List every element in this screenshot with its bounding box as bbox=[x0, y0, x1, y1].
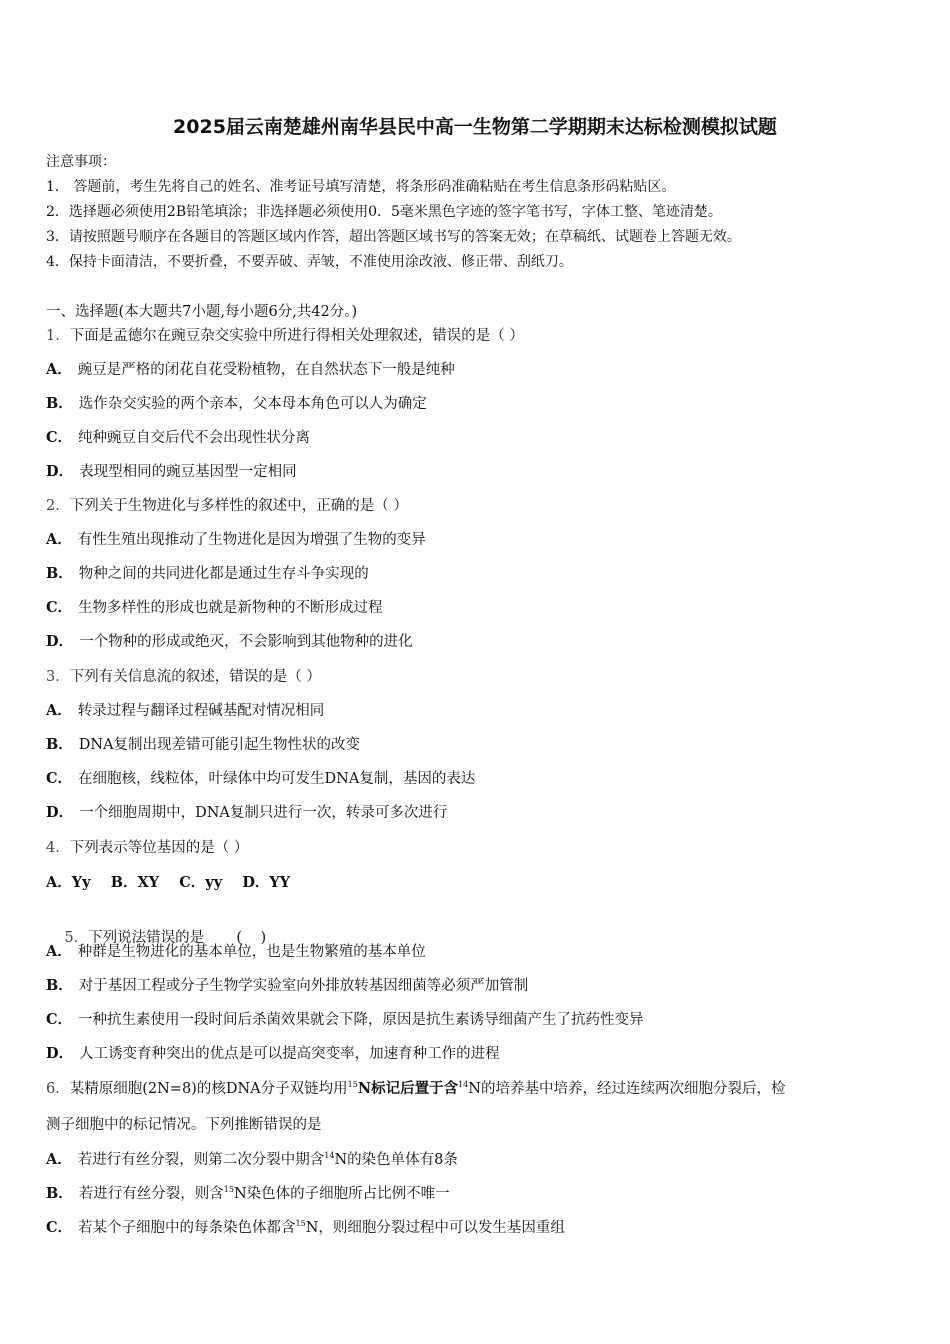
isotope-superscript: 15 bbox=[295, 1219, 306, 1229]
option-letter: B． bbox=[46, 1185, 73, 1202]
isotope-superscript: 14 bbox=[324, 1151, 335, 1161]
question-stem: 下列表示等位基因的是（ ） bbox=[69, 840, 249, 856]
option-text: 生物多样性的形成也就是新物种的不断形成过程 bbox=[78, 600, 383, 616]
question-stem: 下列说法错误的是 ( ) bbox=[88, 930, 267, 946]
q1-option-a bbox=[46, 360, 455, 380]
q5-option-b bbox=[46, 976, 528, 996]
option-text: 对于基因工程或分子生物学实验室向外排放转基因细菌等必须严加管制 bbox=[78, 978, 529, 994]
option-text: 若进行有丝分裂，则含 bbox=[78, 1186, 224, 1202]
q6-option-c bbox=[46, 1218, 565, 1238]
option-letter: C． bbox=[46, 599, 73, 616]
option-text: 有性生殖出现推动了生物进化是因为增强了生物的变异 bbox=[77, 532, 426, 548]
q3-option-a bbox=[46, 701, 324, 721]
q2-option-b bbox=[46, 564, 369, 584]
q2-option-a bbox=[46, 530, 426, 550]
option-letter: B． bbox=[46, 395, 73, 412]
q1-option-b bbox=[46, 394, 427, 414]
q3-option-c bbox=[46, 769, 475, 789]
isotope-superscript: 15 bbox=[347, 1080, 358, 1090]
option-letter: A． bbox=[46, 943, 72, 960]
option-letter: D． bbox=[46, 633, 74, 650]
option-letter: C． bbox=[46, 1011, 73, 1028]
option-text: 若进行有丝分裂，则第二次分裂中期含 bbox=[77, 1152, 325, 1168]
question-6-line2: 测子细胞中的标记情况。下列推断错误的是 bbox=[46, 1117, 322, 1133]
question-stem-part: N标记后置于含 bbox=[357, 1080, 459, 1097]
option-text: N染色体的子细胞所占比例不唯一 bbox=[233, 1186, 450, 1202]
option-text: 一种抗生素使用一段时间后杀菌效果就会下降，原因是抗生素诱导细菌产生了抗药性变异 bbox=[78, 1012, 644, 1028]
option-letter: B． bbox=[46, 565, 73, 582]
page-title: 2025届云南楚雄州南华县民中高一生物第二学期期末达标检测模拟试题 bbox=[173, 116, 777, 138]
option-text: DNA复制出现差错可能引起生物性状的改变 bbox=[78, 737, 361, 753]
question-stem: 下列有关信息流的叙述，错误的是（ ） bbox=[69, 669, 321, 685]
option-letter: B． bbox=[46, 977, 73, 994]
option-letter: A． bbox=[46, 361, 72, 378]
option-text: 在细胞核，线粒体，叶绿体中均可发生DNA复制，基因的表达 bbox=[78, 771, 476, 787]
question-stem: 下列关于生物进化与多样性的叙述中，正确的是（ ） bbox=[69, 498, 408, 514]
q5-option-d bbox=[46, 1044, 500, 1064]
notice-item-1: 1． 答题前，考生先将自己的姓名、准考证号填写清楚，将条形码准确粘贴在考生信息条形码粘贴区。 bbox=[46, 179, 676, 195]
section-heading: 一、选择题(本大题共7小题,每小题6分,共42分。) bbox=[46, 304, 358, 320]
option-text: 转录过程与翻译过程碱基配对情况相同 bbox=[77, 703, 325, 719]
isotope-superscript: 14 bbox=[458, 1080, 469, 1090]
question-3 bbox=[46, 667, 321, 687]
option-text: N的染色单体有8条 bbox=[334, 1152, 458, 1168]
question-4 bbox=[46, 838, 248, 858]
option-text: 一个细胞周期中，DNA复制只进行一次，转录可多次进行 bbox=[79, 805, 448, 821]
q3-option-b bbox=[46, 735, 360, 755]
q1-option-d bbox=[46, 462, 297, 482]
question-stem-part: 某精原细胞(2N=8)的核DNA分子双链均用 bbox=[69, 1081, 348, 1097]
option-letter: D． bbox=[46, 463, 74, 480]
option-text: 表现型相同的豌豆基因型一定相同 bbox=[79, 464, 297, 480]
q4-options: A．Yy B．XY C．yy D．YY bbox=[46, 874, 291, 891]
option-text: 人工诱变育种突出的优点是可以提高突变率，加速育种工作的进程 bbox=[79, 1046, 500, 1062]
question-number: 2． bbox=[46, 498, 70, 514]
isotope-superscript: 15 bbox=[223, 1185, 234, 1195]
question-6 bbox=[46, 1079, 785, 1099]
q2-option-c bbox=[46, 598, 383, 618]
notice-item-4: 4．保持卡面清洁，不要折叠，不要弄破、弄皱，不准使用涂改液、修正带、刮纸刀。 bbox=[46, 254, 573, 270]
notice-heading: 注意事项： bbox=[46, 154, 116, 170]
option-letter: D． bbox=[46, 1045, 74, 1062]
option-text: N，则细胞分裂过程中可以发生基因重组 bbox=[305, 1220, 565, 1236]
question-number: 6． bbox=[46, 1081, 70, 1097]
option-text: 物种之间的共同进化都是通过生存斗争实现的 bbox=[78, 566, 369, 582]
option-letter: A． bbox=[46, 531, 72, 548]
question-1 bbox=[46, 326, 524, 346]
question-number: 4． bbox=[46, 840, 70, 856]
option-text: 一个物种的形成或绝灭，不会影响到其他物种的进化 bbox=[79, 634, 413, 650]
option-letter: C． bbox=[46, 1219, 73, 1236]
q5-option-a bbox=[46, 942, 426, 962]
question-number: 3． bbox=[46, 669, 70, 685]
option-letter: C． bbox=[46, 429, 73, 446]
q6-option-a bbox=[46, 1150, 458, 1170]
notice-item-2: 2．选择题必须使用2B铅笔填涂；非选择题必须使用0．5毫米黑色字迹的签字笔书写，字体工整、笔迹清楚。 bbox=[46, 204, 722, 220]
question-stem: 下面是孟德尔在豌豆杂交实验中所进行得相关处理叙述，错误的是（ ） bbox=[69, 328, 524, 344]
option-text: 种群是生物进化的基本单位，也是生物繁殖的基本单位 bbox=[77, 944, 426, 960]
q3-option-d bbox=[46, 803, 447, 823]
option-text: 选作杂交实验的两个亲本，父本母本角色可以人为确定 bbox=[78, 396, 427, 412]
question-2 bbox=[46, 496, 408, 516]
option-letter: A． bbox=[46, 1151, 72, 1168]
option-text: 纯种豌豆自交后代不会出现性状分离 bbox=[78, 430, 311, 446]
question-number: 5． bbox=[64, 930, 89, 946]
q5-option-c bbox=[46, 1010, 644, 1030]
notice-item-3: 3．请按照题号顺序在各题目的答题区域内作答，超出答题区域书写的答案无效；在草稿纸、试题卷上答题无效。 bbox=[46, 229, 741, 245]
question-number: 1． bbox=[46, 328, 70, 344]
option-letter: C． bbox=[46, 770, 73, 787]
question-stem-part: N的培养基中培养，经过连续两次细胞分裂后，检 bbox=[468, 1081, 786, 1097]
option-letter: A． bbox=[46, 702, 72, 719]
option-letter: B． bbox=[46, 736, 73, 753]
q2-option-d bbox=[46, 632, 413, 652]
q1-option-c bbox=[46, 428, 310, 448]
option-letter: D． bbox=[46, 804, 74, 821]
option-text: 若某个子细胞中的每条染色体都含 bbox=[78, 1220, 296, 1236]
option-text: 豌豆是严格的闭花自花受粉植物，在自然状态下一般是纯种 bbox=[77, 362, 455, 378]
q6-option-b bbox=[46, 1184, 450, 1204]
